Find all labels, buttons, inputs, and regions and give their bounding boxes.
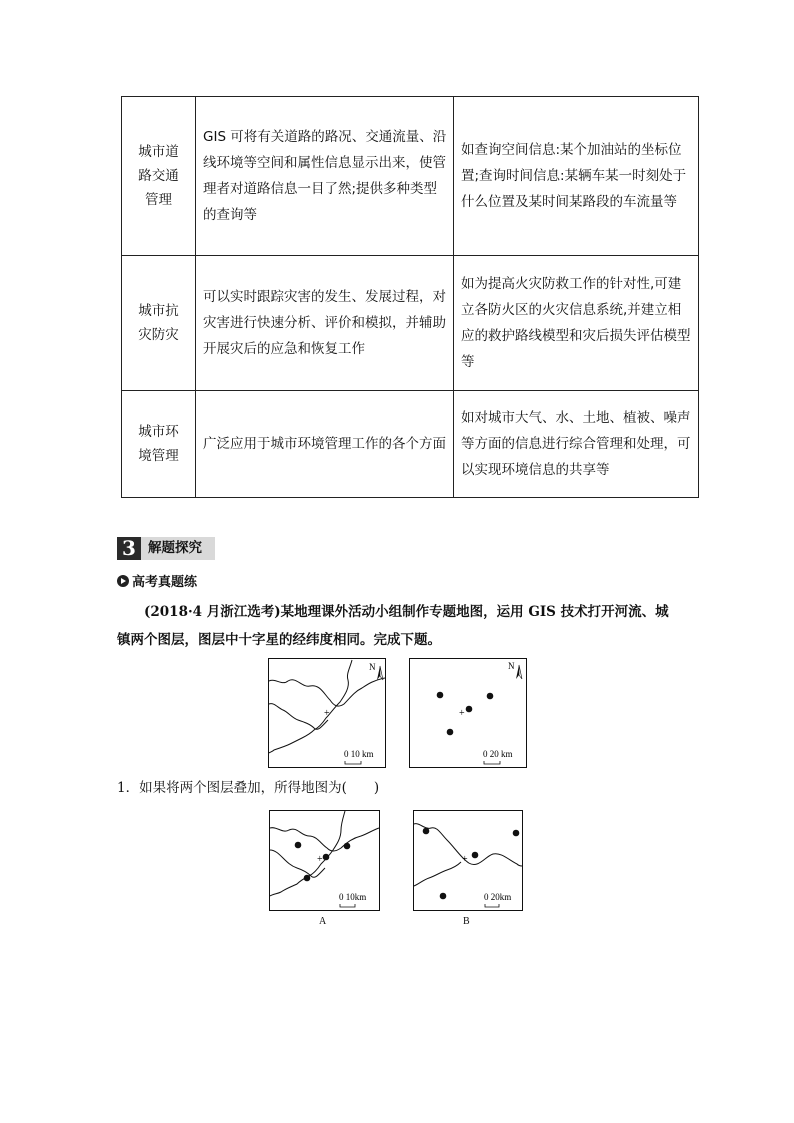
town-dot <box>295 842 302 849</box>
option-a-map <box>269 810 380 911</box>
option-a-label: A <box>319 916 327 927</box>
play-triangle-icon <box>117 575 129 587</box>
scale-label: 0 10km <box>339 892 367 902</box>
section-title: 解题探究 <box>141 537 215 560</box>
town-dot <box>487 693 494 700</box>
town-dot <box>466 706 473 713</box>
table-cell-name: 城市道路交通管理 <box>122 97 196 256</box>
question-intro: (2018·4 月浙江选考)某地理课外活动小组制作专题地图，运用 GIS 技术打开河流、城镇两个图层，图层中十字星的经纬度相同。完成下题。 <box>117 604 669 648</box>
table-cell-name: 城市抗灾防灾 <box>122 256 196 391</box>
section-number: 3 <box>117 537 141 560</box>
table-cell-example: 如对城市大气、水、土地、植被、噪声等方面的信息进行综合管理和处理，可以实现环境信息的共享等 <box>454 391 699 498</box>
cross-star-icon: + <box>459 708 465 719</box>
table-cell-name: 城市环境管理 <box>122 391 196 498</box>
town-layer-map <box>409 658 527 768</box>
table-cell-function: 可以实时跟踪灾害的发生、发展过程，对灾害进行快速分析、评价和模拟，并辅助开展灾后的应急和恢复工作 <box>196 256 454 391</box>
town-dot <box>323 854 330 861</box>
town-dot <box>440 893 447 900</box>
table-row <box>122 97 699 256</box>
gis-application-table <box>121 96 699 498</box>
subsection-title: 高考真题练 <box>117 574 197 592</box>
town-dot <box>344 843 351 850</box>
scale-label: 0 10 km <box>344 749 374 759</box>
scale-label: 0 20km <box>484 892 512 902</box>
town-dot <box>472 852 479 859</box>
option-b-label: B <box>463 916 470 927</box>
table-cell-function: 广泛应用于城市环境管理工作的各个方面 <box>196 391 454 498</box>
north-label: N <box>508 661 515 671</box>
town-dot <box>513 830 520 837</box>
town-dot <box>437 692 444 699</box>
section-header <box>117 537 215 560</box>
cross-star-icon: + <box>462 854 468 865</box>
question-1: 1．如果将两个图层叠加，所得地图为( ) <box>117 780 380 796</box>
option-b-map <box>413 810 523 911</box>
table-row <box>122 256 699 391</box>
river-layer-map <box>268 658 386 768</box>
town-dot <box>423 828 430 835</box>
table-row <box>122 391 699 498</box>
table-cell-function: GIS 可将有关道路的路况、交通流量、沿线环境等空间和属性信息显示出来，使管理者对道路信息一目了然;提供多种类型的查询等 <box>196 97 454 256</box>
town-dot <box>304 875 311 882</box>
cross-star-icon: + <box>317 854 323 865</box>
table-cell-example: 如为提高火灾防救工作的针对性,可建立各防火区的火灾信息系统,并建立相应的救护路线模型和灾后损失评估模型等 <box>454 256 699 391</box>
cross-star-icon: + <box>324 708 330 719</box>
town-dot <box>447 729 454 736</box>
table-cell-example: 如查询空间信息:某个加油站的坐标位置;查询时间信息:某辆车某一时刻处于什么位置及某时间某路段的车流量等 <box>454 97 699 256</box>
north-label: N <box>369 662 376 672</box>
scale-label: 0 20 km <box>483 749 513 759</box>
